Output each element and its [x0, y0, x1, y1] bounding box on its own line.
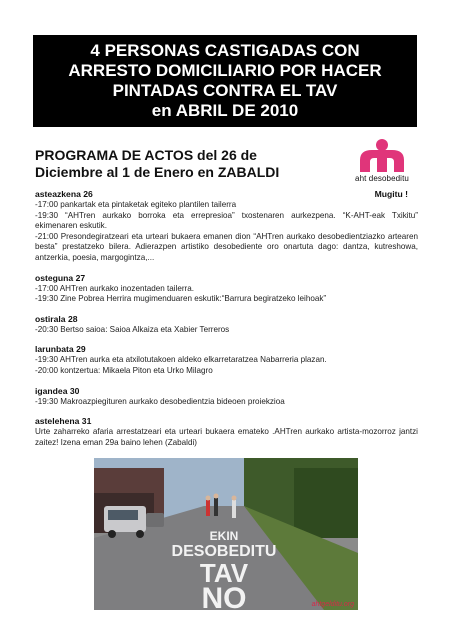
day-name: larunbata 29 — [35, 344, 86, 355]
slogan-tag: Mugitu ! — [374, 189, 408, 199]
day-block — [35, 386, 418, 408]
photo-credit: ahtgelditu.org — [311, 601, 354, 608]
event-item: Urte zaharreko afaria arrestatzeari eta urteari bukaera emateko .AHTren aurkako artista-mozorroz jantzi zaitez! Izena eman 29a baino lehen (Zabaldi) — [35, 427, 418, 447]
day-name: osteguna 27 — [35, 272, 86, 283]
logo-text: aht desobeditu — [355, 174, 409, 183]
event-item: -21:00 Presondegiratzeari eta urteari bukaera emanen dion “AHTren aurkako desobedientziazko artearen besta” prestatzeko bilera. Adierazpen artistiko desobediente oro onartuta dago: dantza, kutreshowa, antzerkia, poesia, margogintza,... — [35, 231, 418, 262]
protest-photo — [94, 458, 358, 610]
headline-line: 4 PERSONAS CASTIGADAS CON — [90, 41, 360, 60]
day-header — [35, 273, 418, 284]
road-painting-text: TAV — [199, 558, 249, 588]
road-painting-text: DESOBEDITU — [171, 543, 277, 560]
program-title-line: PROGRAMA DE ACTOS del 26 de — [35, 147, 257, 163]
day-header — [35, 314, 418, 325]
day-name: ostirala 28 — [35, 313, 78, 324]
aht-desobeditu-logo — [348, 138, 416, 188]
event-item: -20:30 Bertso saioa: Saioa Alkaiza eta Xabier Terreros — [35, 324, 230, 334]
road-painting-text: EKIN — [209, 529, 239, 543]
headline-line: en ABRIL DE 2010 — [151, 101, 299, 120]
headline-banner — [33, 35, 417, 127]
event-item: -19:30 “AHTren aurkako borroka eta errepresioa” txostenaren aurkezpena. “K-AHT-eak Txikitu” ekimenaren eskutik. — [35, 210, 418, 231]
program-title-line: Diciembre al 1 de Enero en ZABALDI — [35, 164, 280, 180]
day-block — [35, 273, 418, 305]
day-block — [35, 314, 418, 336]
schedule — [35, 189, 418, 457]
day-block — [35, 416, 418, 448]
day-name: astelehena 31 — [35, 416, 92, 427]
day-block — [35, 344, 418, 376]
event-item: -19:30 Zine Pobrea Herrira mugimenduaren eskutik:“Barrura begiratzeko leihoak” — [35, 294, 327, 304]
day-block — [35, 189, 418, 264]
road-painting-text: NO — [201, 582, 247, 610]
headline-line: PINTADAS CONTRA EL TAV — [112, 81, 338, 100]
street-scene-illustration — [94, 458, 358, 610]
event-item: -19:30 AHTren aurka eta atxilotutakoen aldeko elkarretaratzea Nabarreria plazan. — [35, 355, 327, 365]
aht-desobeditu-logo-icon — [348, 138, 416, 174]
event-item: -19:30 Makroazpiegituren aurkako desobedientzia bideoen proiekzioa — [35, 396, 285, 406]
program-title — [35, 147, 325, 181]
event-item: -20:00 kontzertua: Mikaela Piton eta Urko Milagro — [35, 365, 213, 375]
day-header — [35, 344, 418, 355]
day-name: igandea 30 — [35, 385, 80, 396]
event-item: -17:00 AHTren aurkako inozentaden tailerra. — [35, 283, 194, 293]
day-name: asteazkena 26 — [35, 189, 93, 199]
headline-line: ARRESTO DOMICILIARIO POR HACER — [68, 61, 382, 80]
day-header — [35, 386, 418, 397]
day-header — [35, 416, 418, 427]
event-item: -17:00 pankartak eta pintaketak egiteko plantilen tailerra — [35, 200, 237, 209]
day-header — [35, 189, 418, 200]
